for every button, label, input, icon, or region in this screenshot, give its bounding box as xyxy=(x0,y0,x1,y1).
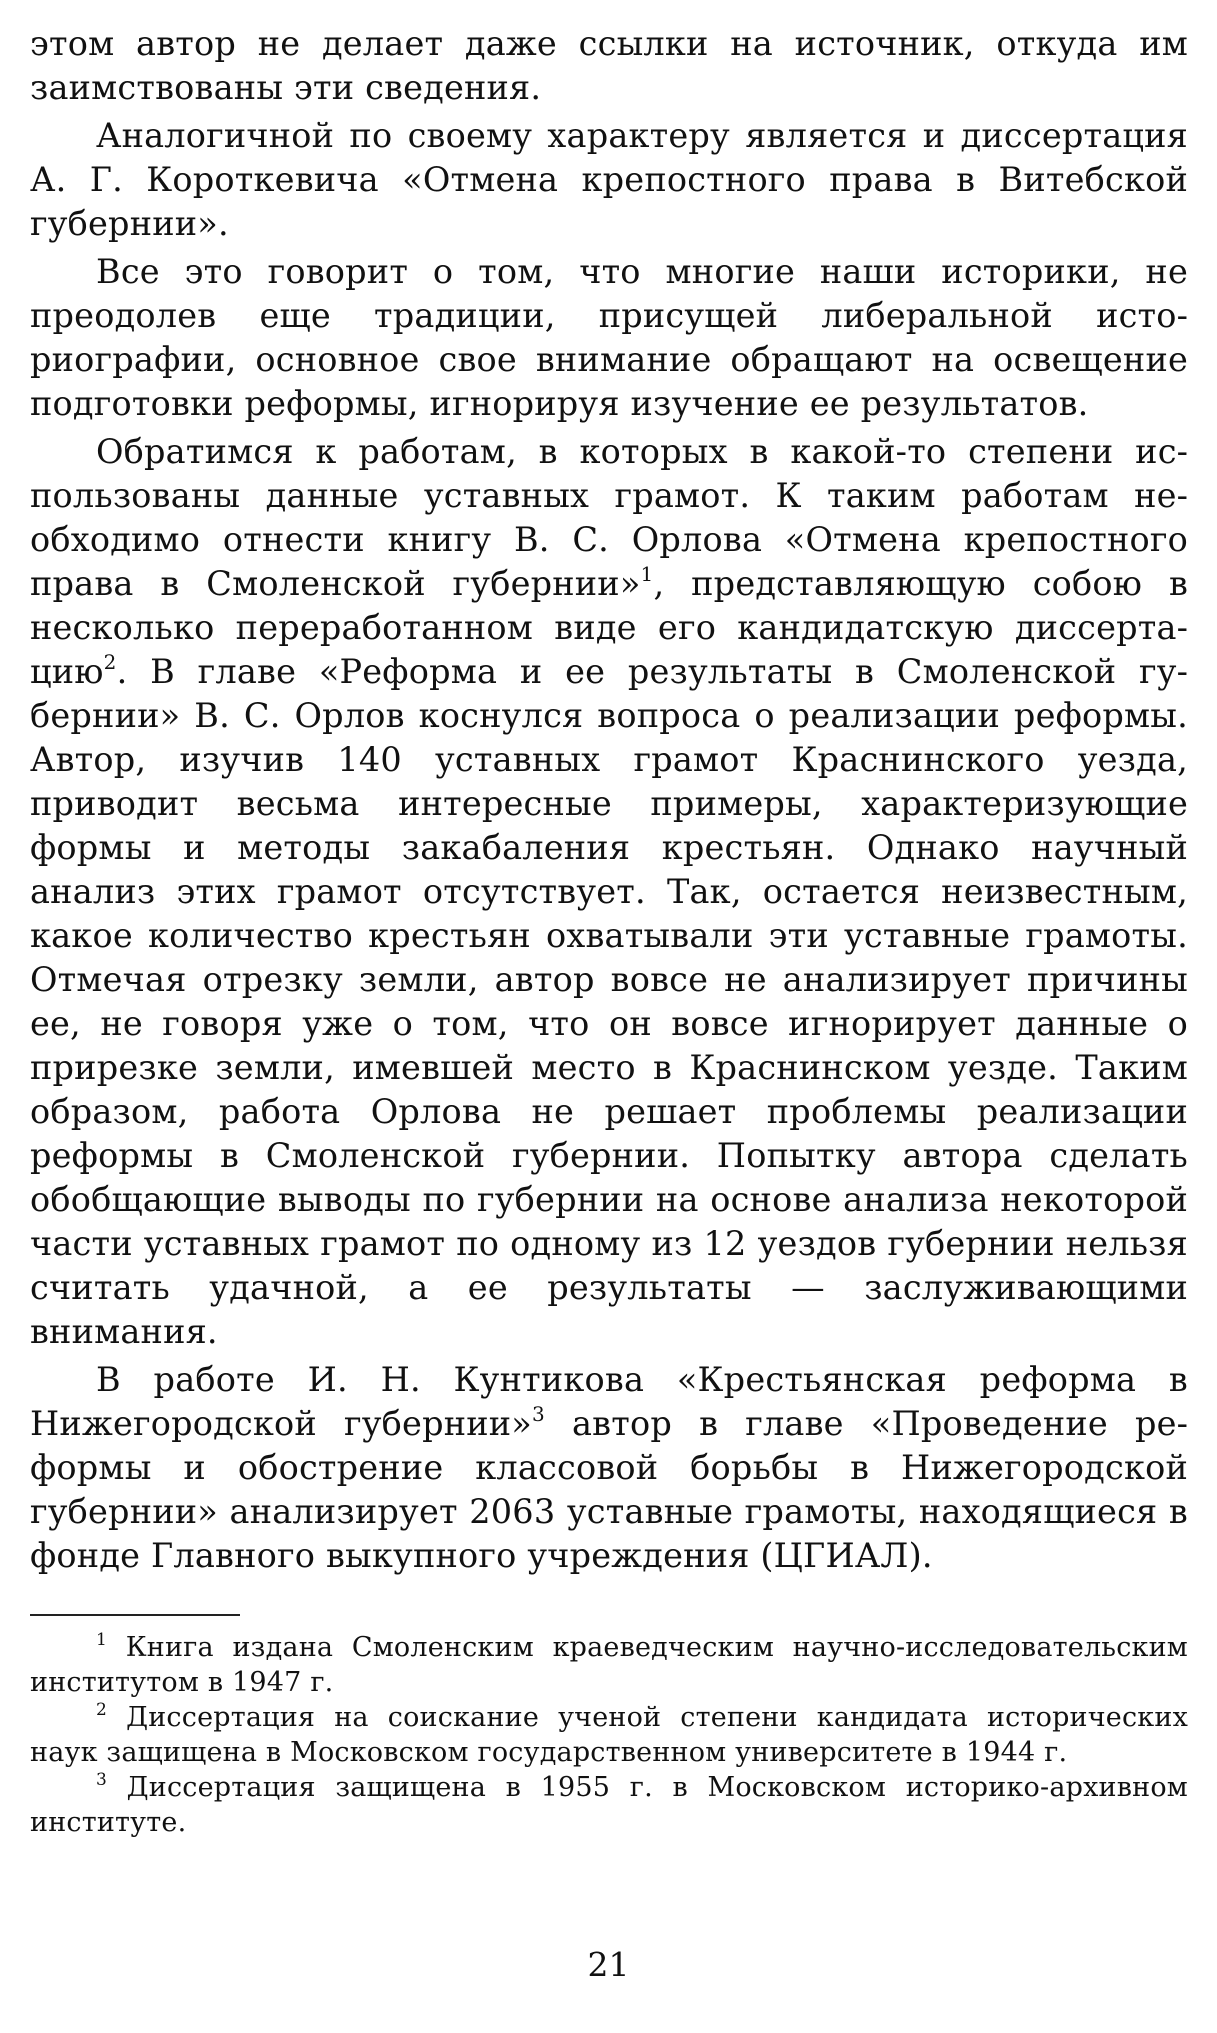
footnote-marker: 2 xyxy=(96,1700,108,1720)
paragraph-3 xyxy=(30,250,1188,426)
text-segment: Обратимся к работам, в которых в какой-то степени использованы данные уставных грамот. К таким работам необходимо отнести книгу В. С. Орлова «Отмена крепостного права в Смоленской губернии» xyxy=(30,432,1188,603)
paragraph-5 xyxy=(30,1358,1188,1578)
text-segment: Аналогичной по своему характеру является и диссертация А. Г. Короткевича «Отмена крепостного права в Витебской губернии». xyxy=(30,116,1188,243)
text-segment: этом автор не делает даже ссылки на источник, откуда им заимствованы эти сведения. xyxy=(30,24,1188,107)
footnote-ref-1[interactable]: 1 xyxy=(640,562,654,586)
footnote-text: Книга издана Смоленским краеведческим научно-исследовательским институтом в 1947 г. xyxy=(30,1632,1188,1698)
footnote-2 xyxy=(30,1700,1188,1770)
paragraph-1 xyxy=(30,22,1188,110)
footnotes xyxy=(30,1630,1188,1840)
paragraph-2 xyxy=(30,114,1188,246)
footnote-text: Диссертация защищена в 1955 г. в Московском историко-архивном институте. xyxy=(30,1772,1188,1838)
footnote-ref-3[interactable]: 3 xyxy=(532,1402,545,1426)
footnote-3 xyxy=(30,1770,1188,1840)
footnote-marker: 1 xyxy=(96,1630,108,1650)
paragraph-4 xyxy=(30,430,1188,1354)
footnote-divider xyxy=(30,1614,240,1616)
text-segment: . В главе «Реформа и ее результаты в Смоленской губернии» В. С. Орлов коснулся вопроса о реализации реформы. Автор, изучив 140 уставных грамот Краснинского уезда, приводит весьма интересные примеры, характеризующие формы и методы закабаления крестьян. Однако научный анализ этих грамот отсутствует. Так, остается неизвестным, какое количество крестьян охватывали эти уставные грамоты. Отмечая отрезку земли, автор вовсе не анализирует причины ее, не говоря уже о том, что он вовсе игнорирует данные о прирезке земли, имевшей место в Краснинском уезде. Таким образом, работа Орлова не решает проблемы реализации реформы в Смоленской губернии. Попытку автора сделать обобщающие выводы по губернии на основе анализа некоторой части уставных грамот по одному из 12 уездов губернии нельзя считать удачной, а ее результаты — заслуживающими внимания. xyxy=(30,652,1188,1351)
page xyxy=(30,22,1188,1840)
text-segment: автор в главе «Проведение реформы и обострение классовой борьбы в Нижегородской губернии» анализирует 2063 уставные грамоты, находящиеся в фонде Главного выкупного учреждения (ЦГИАЛ). xyxy=(30,1404,1188,1575)
footnote-marker: 3 xyxy=(96,1770,108,1790)
text-segment: Все это говорит о том, что многие наши историки, не преодолев еще традиции, присущей либеральной историографии, основное свое внимание обращают на освещение подготовки реформы, игнорируя изучение ее результатов. xyxy=(30,252,1188,423)
footnote-ref-2[interactable]: 2 xyxy=(103,650,117,674)
footnote-1 xyxy=(30,1630,1188,1700)
page-number: 21 xyxy=(587,1945,630,1984)
text-segment: В работе И. Н. Кунтикова «Крестьянская реформа в Нижегородской губернии» xyxy=(30,1360,1188,1443)
body-text xyxy=(30,22,1188,1578)
footnote-text: Диссертация на соискание ученой степени кандидата исторических наук защищена в Московском государственном университете в 1944 г. xyxy=(30,1702,1188,1768)
text-segment: , представляющую собою в несколько переработанном виде его кандидатскую диссертацию xyxy=(30,564,1189,691)
